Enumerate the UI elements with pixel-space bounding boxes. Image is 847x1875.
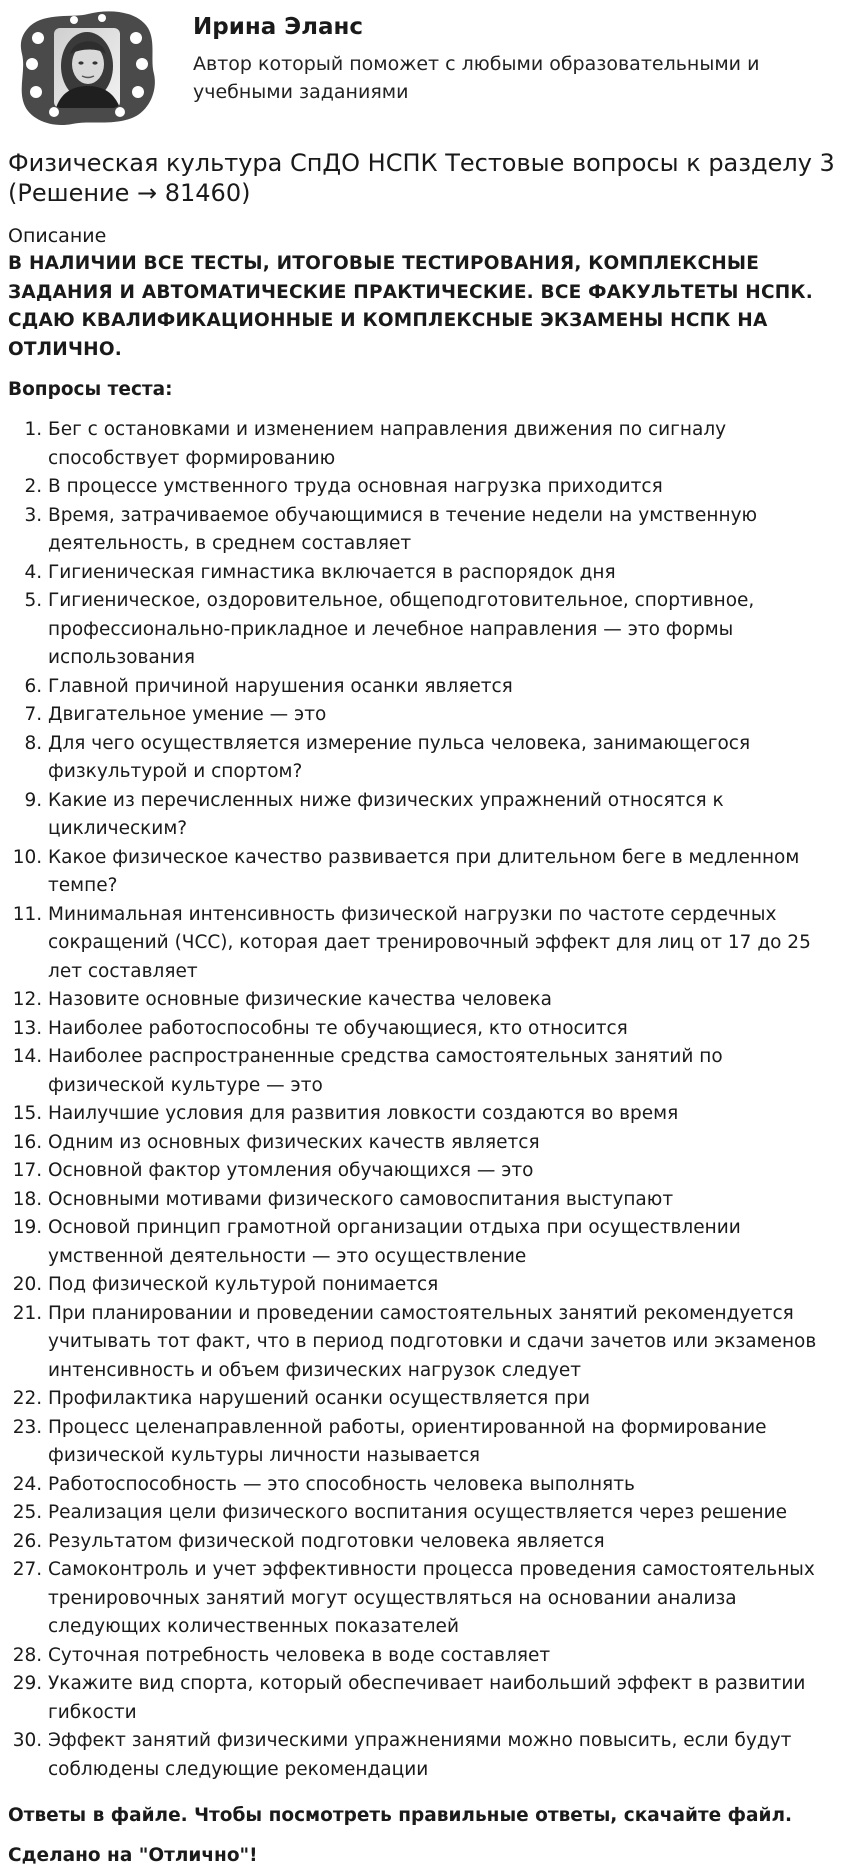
author-avatar[interactable] — [16, 8, 158, 128]
questions-heading: Вопросы теста: — [8, 379, 173, 400]
question-item: 9. Какие из перечисленных ниже физических упражнений относятся к циклическим? — [48, 787, 839, 844]
question-item: 30. Эффект занятий физическими упражнениями можно повысить, если будут соблюдены следующие рекомендации — [48, 1727, 839, 1784]
question-item: 26. Результатом физической подготовки человека является — [48, 1528, 839, 1557]
questions-list — [8, 416, 839, 1784]
question-item: 12. Назовите основные физические качества человека — [48, 986, 839, 1015]
author-name[interactable]: Ирина Эланс — [193, 14, 364, 40]
question-item: 27. Самоконтроль и учет эффективности процесса проведения самостоятельных тренировочных занятий могут осуществляться на основании анализа следующих количественных показателей — [48, 1556, 839, 1642]
question-item: 15. Наилучшие условия для развития ловкости создаются во время — [48, 1100, 839, 1129]
question-item: 10. Какое физическое качество развивается при длительном беге в медленном темпе? — [48, 844, 839, 901]
question-item: 16. Одним из основных физических качеств является — [48, 1129, 839, 1158]
question-item: 3. Время, затрачиваемое обучающимися в течение недели на умственную деятельность, в среднем составляет — [48, 502, 839, 559]
avatar-film-frame — [16, 8, 158, 128]
question-item: 11. Минимальная интенсивность физической нагрузки по частоте сердечных сокращений (ЧСС), которая дает тренировочный эффект для лиц от 17 до 25 лет составляет — [48, 901, 839, 987]
author-header — [8, 0, 839, 140]
description-label: Описание — [8, 225, 107, 247]
question-item: 17. Основной фактор утомления обучающихся — это — [48, 1157, 839, 1186]
question-item: 19. Основой принцип грамотной организации отдыха при осуществлении умственной деятельности — это осуществление — [48, 1214, 839, 1271]
question-item: 5. Гигиеническое, оздоровительное, общеподготовительное, спортивное, профессионально-прикладное и лечебное направления — это формы использования — [48, 587, 839, 673]
question-item: 7. Двигательное умение — это — [48, 701, 839, 730]
question-item: 1. Бег с остановками и изменением направления движения по сигналу способствует формированию — [48, 416, 839, 473]
question-item: 14. Наиболее распространенные средства самостоятельных занятий по физической культуре — это — [48, 1043, 839, 1100]
page-title: Физическая культура СпДО НСПК Тестовые вопросы к разделу 3 (Решение → 81460) — [8, 149, 835, 207]
question-item: 6. Главной причиной нарушения осанки является — [48, 673, 839, 702]
question-item: 8. Для чего осуществляется измерение пульса человека, занимающегося физкультурой и спортом? — [48, 730, 839, 787]
question-item: 13. Наиболее работоспособны те обучающиеся, кто относится — [48, 1015, 839, 1044]
question-item: 24. Работоспособность — это способность человека выполнять — [48, 1471, 839, 1500]
done-note: Сделано на "Отлично"! — [8, 1845, 258, 1866]
question-item: 21. При планировании и проведении самостоятельных занятий рекомендуется учитывать тот факт, что в период подготовки и сдачи зачетов или экзаменов интенсивность и объем физических нагрузок следует — [48, 1300, 839, 1386]
question-item: 23. Процесс целенаправленной работы, ориентированной на формирование физической культуры личности называется — [48, 1414, 839, 1471]
question-item: 2. В процессе умственного труда основная нагрузка приходится — [48, 473, 839, 502]
question-item: 18. Основными мотивами физического самовоспитания выступают — [48, 1186, 839, 1215]
question-item: 20. Под физической культурой понимается — [48, 1271, 839, 1300]
notice-text: В НАЛИЧИИ ВСЕ ТЕСТЫ, ИТОГОВЫЕ ТЕСТИРОВАНИЯ, КОМПЛЕКСНЫЕ ЗАДАНИЯ И АВТОМАТИЧЕСКИЕ ПРАКТИЧЕСКИЕ. ВСЕ ФАКУЛЬТЕТЫ НСПК. СДАЮ КВАЛИФИКАЦИОННЫЕ И КОМПЛЕКСНЫЕ ЭКЗАМЕНЫ НСПК НА ОТЛИЧНО. — [8, 253, 813, 360]
author-description: Автор который поможет с любыми образовательными и учебными заданиями — [193, 53, 760, 103]
question-item: 25. Реализация цели физического воспитания осуществляется через решение — [48, 1499, 839, 1528]
question-item: 28. Суточная потребность человека в воде составляет — [48, 1642, 839, 1671]
answers-note: Ответы в файле. Чтобы посмотреть правильные ответы, скачайте файл. — [8, 1805, 793, 1826]
question-item: 4. Гигиеническая гимнастика включается в распорядок дня — [48, 559, 839, 588]
question-item: 29. Укажите вид спорта, который обеспечивает наибольший эффект в развитии гибкости — [48, 1670, 839, 1727]
question-item: 22. Профилактика нарушений осанки осуществляется при — [48, 1385, 839, 1414]
